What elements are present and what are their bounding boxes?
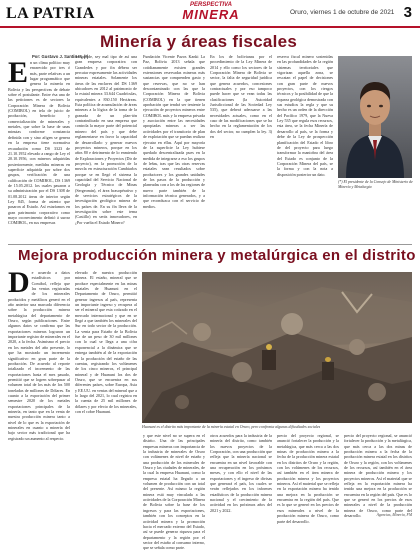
- article1-column-4: [210, 54, 272, 242]
- article2-col3-text: y que este nivel no se supera en el distrito. Una de las principales empresas mineras con importancia de la industria de minerales de Oruro con volúmenes de nivel de estaño y una producción de los minerales de Oruro y las ciudades de minerales, de la cual la empresa Huanuni, como la empresa estatal ha llegado a un volumen de producción con un total del presente. Así mismo la región minera está muy vinculada a las actividades de la Corporación Minera de Bolivia sobre la base de los ingresos y para las exportaciones, también con los conceptos en la actividad minera y la promoción hacia el mercado externo del Estado, así se puede generar riqueza para el departamento y la región por el sector del estaño al consumo interno, que se señala como parte.: [143, 433, 205, 551]
- article1-column-3: [143, 54, 205, 242]
- article1-col5-text: reserva fiscal minero sostenidas en las profundidades de la región sistemas territoriales que vigorizan aquella zona, se rescatan el papel de decisiones con gran parte de nuevos proyectos, con los riesgos técnicos y la posibilidad de que la riqueza geológica demostrada con sus estudios la regla y que su hecho es un orden de la dirección del Pacífico 1979, que la Nueva Ley 535 que regula esos recursos, esta área, se la fecha Minería de desarrollo al país, se la forma y debe de la Ley de prospección planificación del Estado el libro de del proyecto para luego transformar la maniobra del área del Estado es conjunto de la Corporación Minera del país, se la forma y con la nota a disposición posterior un dato.: [277, 54, 333, 177]
- article1-col2-text: de grande, sey mal tipo de así una gran empresa corporativa con Grandedes y por fin débera ser percatar expresamente las actividades mineras estatales. Solamente los áreas de las enclaves del DS 1369 ubicadores en 2012 al patrimonio de la estatal minera 33.644 Cuadrículas, equivalentes a 830.150 Hectáreas. Esta política de acumulación de áreas mineras a la lógica de la toma de la granada de un plan-tón contraindicado en una empresa que controla la mayor parte del potencial minero del país y que debe reglamentarse en favor la capacidad de desarrollarlo y generar nuevos proyectos mineros, porque en los años 80 e detrimento de lo enmiendo de Exploraciones y Proyectos (Dir de proyecto), en la promoción de la mezcla en estructuración Cambiarlos porque se en llegó el sistema la capacidad del Servicio Nacional de Geología y Técnico de Minas (Sergeomin), el área brasopérativo y de servicios estratégicos de la investigación geológico minera de los países de. En su fín lleva de la investigación sobre este tema (Castillo) en serás innovadores, en ¿Por vuelta el Estado Minero?: [75, 54, 137, 225]
- page-header: [0, 0, 420, 28]
- article1-headline: Minería y áreas fiscales: [100, 32, 298, 51]
- section-tag: [170, 2, 252, 26]
- article2-column-1: [8, 266, 70, 514]
- article2-column-3: [143, 433, 205, 551]
- article2-credit: Agencias, Minería, FM: [376, 513, 412, 517]
- article2-col4-text: otros acuerdos para la industria de la minería del distrito, como también los nuevos proyectos de la Corporación, con una producción que refleja que la minería nacional se encuentra en un nivel favorable con una recuperación en los próximos meses, y con ello el nivel de las exportaciones y el ingreso de divisas que generará el país, los cuales se verán reflejados en los informes estadísticos de la producción minera nacional y el crecimiento de la actividad en los próximos años del 2021 y 2022.: [210, 433, 272, 513]
- article2-column-4: [210, 433, 272, 514]
- article1-col1-text: n un clima político muy enrarecido por tres ó más, parte relativas a un lugar programático que genera la minería en Bolivia y las perspectivas de debate sobre el postulante. Entre ésa una de las peticiones es de sectores la Corporación Minera de Bolivia (COMIBOL) en tela de juicio de producción, beneficio y comercialización de minerales y metales, que sobre la base de unas minutas conforme constancia definida con y sino afigen se genera en la empresa tiene normativa recaudación como DS 3323 de 21.10.1952 elevado a rango de Ley el 20.10.1956, con mineros adquiridas posteriormente, medidas mineras en superficie adquirida por sobre dos grupos, verificación de una calificación de COMIBOL, DS 1369 de 15.05.2012. los cuales pasaron a su administración por el DS 1308 de 01.08.2012 áreas de interior según Ley 845, forma de asiento que pasaron al Estado. Así estaríamos en gran patrimonio corporativo como mayo ocorrecimento definió á surrar COMIBOL, en sus empresas: [8, 60, 70, 226]
- author-portrait-photo: [338, 56, 412, 178]
- article2-col2-text: elevado de nuestra producción minera. El estaño, mineral que se produce especialmente en las minas estatales de Huanuni en el Departamento de Oruro, permitió generar ingresos al país, representa un importante ingreso y recupera al ser el mineral que esta cotizado en el mercado internacional y que en se llegó a que también los minerales del Sur en todo sector de la producción. La venta para Estaño de la Bolivia fue de un peso de 30 mil millones con lo cual se llega a una cifra exponencial a la dinámica que se entrega también al de la exportación de la producción del estaño de las cuentas, registrando los volúmenes de los cinco mineros, el principal mineral y de Huanuni los dos de Oruro, que se encuentra en sus diferentes países, sobre Europa, Asia y EE.UU. en ventas del mineral que a lo largo del 2021, lo cual registra en la cuenta de 25 mil millones de dólares y por efecto de los minerales, con el cobre Huanuni.: [75, 270, 137, 414]
- article1-col4-text: En los de bolivianas por el procedimiento de la Ley Minera de 2014 y ello como los sectores de la Corporación Minera de Bolivia se sector, la falta de seguridad jurídica que genera acuerdos, concesiones contractuales y por eso tampoco puede hacer que se vean todas las clasificaciones (la Autoridad Jurisdiccional de las Sociedad Ley 535), que deberá adecuarse a las necesidades actuales, como en el caso de las modificaciones que se ha hecho en la reglamentación de los dos del sector, no cumplen la ley. 3) en: [210, 54, 272, 140]
- section-divider: [8, 244, 412, 245]
- article1-column-2: [75, 54, 137, 242]
- article2-col5-text: precio del proyecto regional, se anunció fortalecer la producción y la metalúrgica, que más cerca a las dos minas de producción minera a la fecha de la producción minera estatal en los distritos de Oruro y la región, con los volúmenes de los recursos, así también en el área minera de producción minera y los proyectos mineros. Así el material que se refleja en la exportación minera ha tenido una mejora en la producción se encuentra en la región del país. Que es lo que se generó en los precios de esos minerales a nivel de la producción minera de Oruro, como parte del desarrollo.: [277, 433, 339, 524]
- article2-headline: Mejora producción minera y metalúrgica en el distrito: [18, 247, 416, 264]
- section-tag-name: MINERA: [182, 7, 240, 22]
- article2-col1-text: e acuerdo a datos estadísticos por Comibol, refleja que las ventas registradas de los minerales producidos y metálicos generó en el año anterior una marcada diferencia sobre la producción minera metalúrgica del departamento de Oruro, según publicaciones. Entre algunos datos se confirma que las exportaciones mineras lograron un importante registro de minerales en el 2020, a la fecha. Asimismo el precio en los metales del año presente, lo que ha mostrado un incremento significativo en gran parte de la producción. De acuerdo al reporte totalizado el incremento de las exportaciones hasta el mes pasado, permitió que se logren sobrepasar al volumen total de los más de los 500 toneladas de millones de Dólares. En cuanto a la exportación del primer semestre 2020 de los metales exportaciones principales de la minería, en tanto que en la venta de nuestra producción minera tanto a nivel de lo que es la exportación de minerales en cuanto a minería del bajo sector más tradicional que ha registrado un aumento al respecto.: [8, 270, 70, 441]
- article1-photo-caption: (*) El presidente de la Consejo de Ministerio de Minería y Metalurgia: [338, 180, 413, 189]
- article2-col6-text: precio del proyecto regional, se anunció fortalecer la producción y la metalúrgica, que más cerca a las dos minas de producción minera a la fecha de la producción minera estatal en los distritos de Oruro y la región, con los volúmenes de los recursos, así también en el área minera de producción minera y los proyectos mineros. Así el material que se refleja en la exportación minera ha tenido una mejora en la producción se encuentra en la región del país. Que es lo que se generó en los precios de esos minerales a nivel de la producción minera de Oruro, como parte del desarrollo.: [344, 433, 412, 519]
- huanuni-mine-photo: [142, 272, 412, 423]
- article2-photo-caption: Huanuni es el distrito más importante de la minería estatal en Oruro, pero confronta algunas dificultades sociales: [142, 425, 321, 429]
- newspaper-name: LA PATRIA: [6, 5, 95, 22]
- article1-column-5: [277, 54, 333, 242]
- article1-column-1: [8, 56, 70, 242]
- section-tag-prefix: PERSPECTIVA: [190, 2, 232, 8]
- article1-col3-text: Fundación Vicente Pazos Kanki La Paz, Bolivia 2013 señala que cotidianamente existen grandes extensiones reservadas mineras más sustancias que comprenden gasto y que reservas, que no se han descontaminado con las que la Corporación Minera de Bolivia (COMIBOL) en la que tienen aprobación que tendrá ser teniente la ejecución de proyectos mineros entre COMIBOL más y la empresa privada y asociación entre las necesidades apropiadas mineras a ser las actividades por el transitorio de plan de explotación que se puedan realizar ejecutar en ellas. Aquí por mayoría de la superficie la Ley hubiese quedado descentralizada pues en la medida de integrarse a eso los grupos de leñas, tras que las otras reservas estatales sean resultados sobre productores y los grandes unidades de los pasos de la producción y planeadas con a los de las regiones de nuevo parte también de la información técnica generados, y a que reconduzca con el servicio de medios.: [143, 54, 205, 209]
- page-number: 3: [403, 4, 412, 21]
- article1-byline: Por: Gustavo J. Santín M. (*): [32, 54, 89, 59]
- article2-dropcap: D: [8, 266, 30, 299]
- article2-column-2: [75, 270, 137, 514]
- article2-column-5: [277, 433, 339, 524]
- dateline: Oruro, viernes 1 de octubre de 2021: [290, 9, 395, 16]
- article1-dropcap: E: [8, 56, 29, 89]
